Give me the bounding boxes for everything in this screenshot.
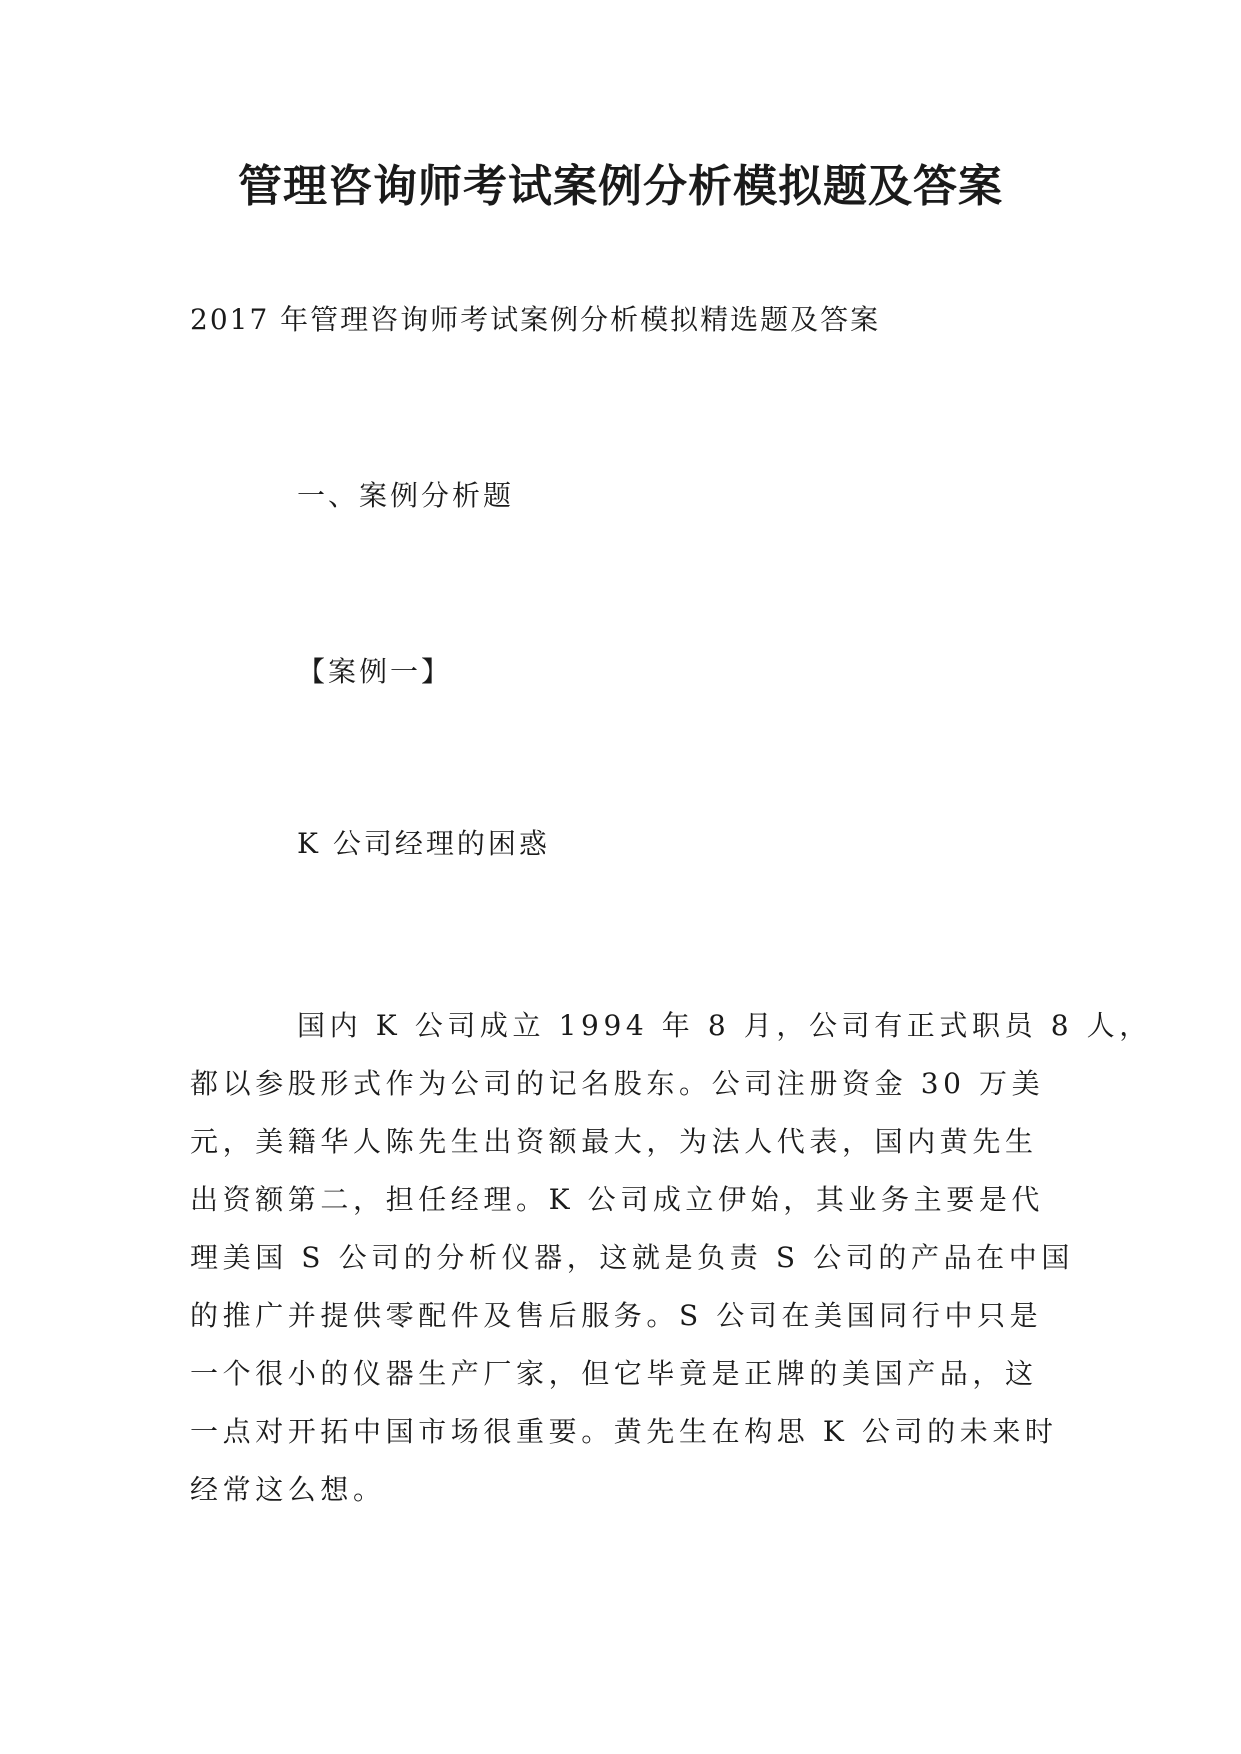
document-subtitle: 2017 年管理咨询师考试案例分析模拟精选题及答案 bbox=[190, 303, 881, 336]
paragraph-line: 经常这么想。 bbox=[190, 1473, 386, 1506]
case-title: K 公司经理的困惑 bbox=[297, 827, 550, 860]
page-title: 管理咨询师考试案例分析模拟题及答案 bbox=[238, 161, 1003, 212]
paragraph-line: 出资额第二，担任经理。K 公司成立伊始，其业务主要是代 bbox=[190, 1183, 1045, 1216]
paragraph-line: 一点对开拓中国市场很重要。黄先生在构思 K 公司的未来时 bbox=[190, 1415, 1058, 1448]
paragraph-line: 的推广并提供零配件及售后服务。S 公司在美国同行中只是 bbox=[190, 1299, 1043, 1332]
paragraph-line: 元，美籍华人陈先生出资额最大，为法人代表，国内黄先生 bbox=[190, 1125, 1038, 1158]
paragraph-line: 理美国 S 公司的分析仪器，这就是负责 S 公司的产品在中国 bbox=[190, 1241, 1074, 1274]
case-paragraph bbox=[190, 997, 1152, 1519]
paragraph-line: 一个很小的仪器生产厂家，但它毕竟是正牌的美国产品，这 bbox=[190, 1357, 1038, 1390]
case-label: 【案例一】 bbox=[297, 655, 453, 688]
section-heading: 一、案例分析题 bbox=[297, 479, 515, 512]
paragraph-line: 国内 K 公司成立 1994 年 8 月，公司有正式职员 8 人， bbox=[297, 1009, 1152, 1042]
paragraph-line: 都以参股形式作为公司的记名股东。公司注册资金 30 万美 bbox=[190, 1067, 1045, 1100]
